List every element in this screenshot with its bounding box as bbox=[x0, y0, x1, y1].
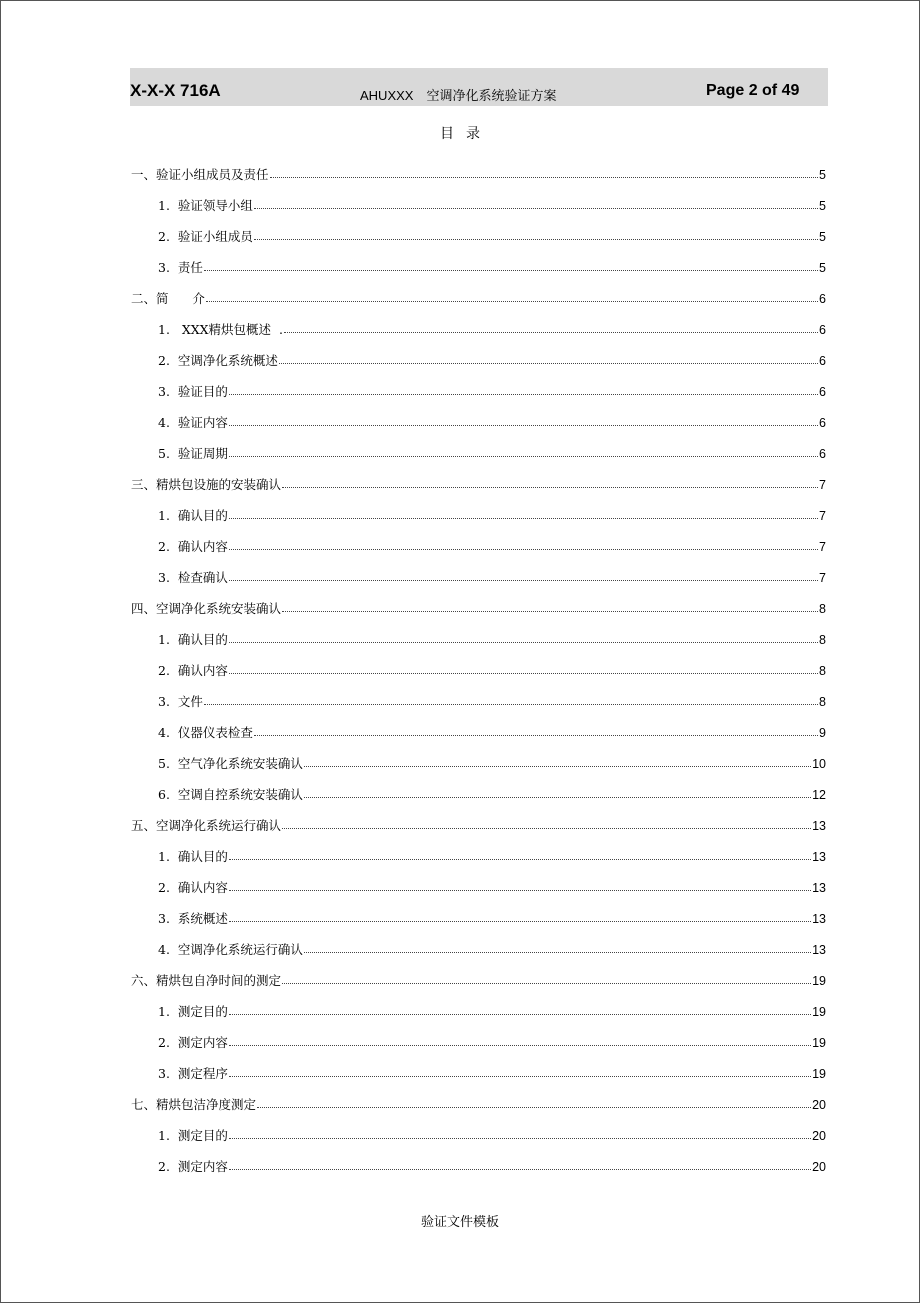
toc-entry-label: 二、简 介 bbox=[131, 290, 205, 306]
toc-entry[interactable] bbox=[131, 1080, 826, 1111]
toc-leader-dots bbox=[229, 859, 811, 860]
toc-entry-page: 20 bbox=[812, 1128, 826, 1143]
toc-entry-label: 六、精烘包自净时间的测定 bbox=[131, 972, 282, 988]
toc-entry-label: 4. 验证内容 bbox=[158, 414, 228, 430]
toc-entry-label: 5. 验证周期 bbox=[158, 445, 228, 461]
toc-entry-label: 一、验证小组成员及责任 bbox=[131, 166, 269, 182]
toc-leader-dots bbox=[229, 1169, 811, 1170]
toc-entry-page: 8 bbox=[819, 601, 826, 616]
toc-entry-label: 1. 测定目的 bbox=[158, 1003, 228, 1019]
toc-entry-page: 6 bbox=[819, 353, 826, 368]
toc-entry-label: 2. 空调净化系统概述 bbox=[158, 352, 278, 368]
toc-leader-dots bbox=[257, 1107, 811, 1108]
toc-entry-label: 2. 确认内容 bbox=[158, 662, 228, 678]
toc-entry-page: 6 bbox=[819, 384, 826, 399]
toc-entry-page: 13 bbox=[812, 942, 826, 957]
toc-leader-dots bbox=[304, 952, 811, 953]
toc-entry-label: 四、空调净化系统安装确认 bbox=[131, 600, 282, 616]
toc-entry-label: 2. 验证小组成员 bbox=[158, 228, 253, 244]
toc-entry[interactable] bbox=[131, 956, 826, 987]
toc-entry[interactable] bbox=[131, 615, 826, 646]
toc-entry-label: 1. 测定目的 bbox=[158, 1127, 228, 1143]
toc-entry-page: 7 bbox=[819, 477, 826, 492]
toc-entry[interactable] bbox=[131, 832, 826, 863]
toc-entry-page: 20 bbox=[812, 1097, 826, 1112]
toc-leader-dots bbox=[229, 1014, 811, 1015]
toc-entry-label: 3. 检查确认 bbox=[158, 569, 228, 585]
toc-entry-page: 7 bbox=[819, 539, 826, 554]
page-header bbox=[130, 68, 828, 106]
toc-entry-page: 8 bbox=[819, 694, 826, 709]
toc-entry[interactable] bbox=[131, 584, 826, 615]
toc-entry-label: 3. 系统概述 bbox=[158, 910, 228, 926]
toc-entry-page: 13 bbox=[812, 849, 826, 864]
toc-entry-page: 8 bbox=[819, 663, 826, 678]
toc-leader-dots bbox=[204, 704, 818, 705]
toc-entry-page: 6 bbox=[819, 291, 826, 306]
toc-entry-page: 19 bbox=[812, 1004, 826, 1019]
toc-entry-label: 1. 确认目的 bbox=[158, 631, 228, 647]
toc-leader-dots bbox=[282, 487, 818, 488]
toc-leader-dots bbox=[254, 735, 818, 736]
toc-leader-dots bbox=[270, 177, 819, 178]
toc-entry-label: 3. 验证目的 bbox=[158, 383, 228, 399]
toc-entry[interactable] bbox=[131, 460, 826, 491]
toc-leader-dots bbox=[282, 611, 818, 612]
toc-leader-dots bbox=[229, 518, 818, 519]
toc-leader-dots bbox=[282, 983, 811, 984]
toc-entry-page: 7 bbox=[819, 508, 826, 523]
toc-entry-label: 2. 测定内容 bbox=[158, 1034, 228, 1050]
toc-entry-label: 5. 空气净化系统安装确认 bbox=[158, 755, 303, 771]
toc-entry-label: 1. 确认目的 bbox=[158, 507, 228, 523]
toc-entry-label: 4. 仪器仪表检查 bbox=[158, 724, 253, 740]
toc-leader-dots bbox=[229, 890, 811, 891]
toc-leader-dots bbox=[229, 549, 818, 550]
toc-entry-label: 1. XXX精烘包概述 . bbox=[158, 321, 283, 337]
toc-leader-dots bbox=[304, 797, 811, 798]
toc-entry-label: 3. 责任 bbox=[158, 259, 203, 275]
toc-entry[interactable] bbox=[131, 429, 826, 460]
toc-entry[interactable] bbox=[131, 522, 826, 553]
toc-entry[interactable] bbox=[131, 894, 826, 925]
toc-entry-label: 1. 确认目的 bbox=[158, 848, 228, 864]
toc-entry-page: 10 bbox=[812, 756, 826, 771]
toc-entry-page: 19 bbox=[812, 1066, 826, 1081]
toc-entry-page: 19 bbox=[812, 973, 826, 988]
toc-entry-page: 20 bbox=[812, 1159, 826, 1174]
toc-entry-page: 7 bbox=[819, 570, 826, 585]
toc-leader-dots bbox=[229, 580, 818, 581]
toc-entry[interactable] bbox=[131, 1049, 826, 1080]
toc-entry[interactable] bbox=[131, 1018, 826, 1049]
toc-entry-label: 七、精烘包洁净度测定 bbox=[131, 1096, 257, 1112]
toc-leader-dots bbox=[229, 1045, 811, 1046]
toc-entry-label: 3. 测定程序 bbox=[158, 1065, 228, 1081]
toc-leader-dots bbox=[206, 301, 818, 302]
toc-entry-label: 2. 确认内容 bbox=[158, 879, 228, 895]
document-code: X-X-X 716A bbox=[130, 81, 221, 100]
page-footer: 验证文件模板 bbox=[420, 1215, 499, 1230]
toc-entry[interactable] bbox=[131, 987, 826, 1018]
toc-entry[interactable] bbox=[131, 1142, 826, 1173]
toc-entry-page: 19 bbox=[812, 1035, 826, 1050]
toc-entry-page: 6 bbox=[819, 322, 826, 337]
toc-entry-label: 2. 测定内容 bbox=[158, 1158, 228, 1174]
toc-entry[interactable] bbox=[131, 274, 826, 305]
toc-entry[interactable] bbox=[131, 677, 826, 708]
toc-entry[interactable] bbox=[131, 863, 826, 894]
toc-entry-label: 4. 空调净化系统运行确认 bbox=[158, 941, 303, 957]
toc-leader-dots bbox=[284, 332, 818, 333]
toc-leader-dots bbox=[229, 1138, 811, 1139]
toc-leader-dots bbox=[279, 363, 818, 364]
toc-entry-page: 5 bbox=[819, 167, 826, 182]
toc-leader-dots bbox=[304, 766, 811, 767]
toc-leader-dots bbox=[229, 394, 818, 395]
toc-entry-page: 5 bbox=[819, 260, 826, 275]
toc-leader-dots bbox=[229, 425, 818, 426]
toc-leader-dots bbox=[282, 828, 811, 829]
toc-leader-dots bbox=[204, 270, 818, 271]
toc-leader-dots bbox=[229, 1076, 811, 1077]
toc-leader-dots bbox=[229, 456, 818, 457]
toc-leader-dots bbox=[229, 921, 811, 922]
toc-leader-dots bbox=[229, 673, 818, 674]
document-title: AHUXXX 空调净化系统验证方案 bbox=[360, 88, 557, 103]
toc-entry[interactable] bbox=[131, 739, 826, 770]
toc-leader-dots bbox=[254, 208, 818, 209]
toc-entry-label: 五、空调净化系统运行确认 bbox=[131, 817, 282, 833]
toc-entry-label: 3. 文件 bbox=[158, 693, 203, 709]
toc-entry[interactable] bbox=[131, 212, 826, 243]
toc-entry[interactable] bbox=[131, 770, 826, 801]
toc-entry[interactable] bbox=[131, 150, 826, 181]
toc-entry[interactable] bbox=[131, 925, 826, 956]
toc-entry-page: 5 bbox=[819, 198, 826, 213]
toc-entry-page: 13 bbox=[812, 818, 826, 833]
page-number: Page 2 of 49 bbox=[706, 82, 800, 99]
toc-entry[interactable] bbox=[131, 646, 826, 677]
toc-entry[interactable] bbox=[131, 398, 826, 429]
toc-entry[interactable] bbox=[131, 708, 826, 739]
toc-leader-dots bbox=[229, 642, 818, 643]
toc-entry[interactable] bbox=[131, 553, 826, 584]
toc-entry-label: 6. 空调自控系统安装确认 bbox=[158, 786, 303, 802]
toc-entry-label: 三、精烘包设施的安装确认 bbox=[131, 476, 282, 492]
toc-leader-dots bbox=[254, 239, 818, 240]
toc-entry[interactable] bbox=[131, 491, 826, 522]
toc-entry-label: 2. 确认内容 bbox=[158, 538, 228, 554]
toc-entry[interactable] bbox=[131, 1111, 826, 1142]
toc-entry[interactable] bbox=[131, 243, 826, 274]
toc-entry-page: 6 bbox=[819, 446, 826, 461]
toc-entry[interactable] bbox=[131, 801, 826, 832]
toc-entry-page: 5 bbox=[819, 229, 826, 244]
toc-entry[interactable] bbox=[131, 181, 826, 212]
toc-entry[interactable] bbox=[131, 305, 826, 336]
toc-entry-page: 6 bbox=[819, 415, 826, 430]
toc-heading: 目录 bbox=[440, 126, 492, 142]
toc-entry[interactable] bbox=[131, 367, 826, 398]
toc-entry-page: 13 bbox=[812, 880, 826, 895]
toc-entry-label: 1. 验证领导小组 bbox=[158, 197, 253, 213]
toc-entry-page: 8 bbox=[819, 632, 826, 647]
toc-entry-page: 13 bbox=[812, 911, 826, 926]
toc-entry[interactable] bbox=[131, 336, 826, 367]
toc-entry-page: 12 bbox=[812, 787, 826, 802]
table-of-contents bbox=[131, 150, 826, 1173]
toc-entry-page: 9 bbox=[819, 725, 826, 740]
